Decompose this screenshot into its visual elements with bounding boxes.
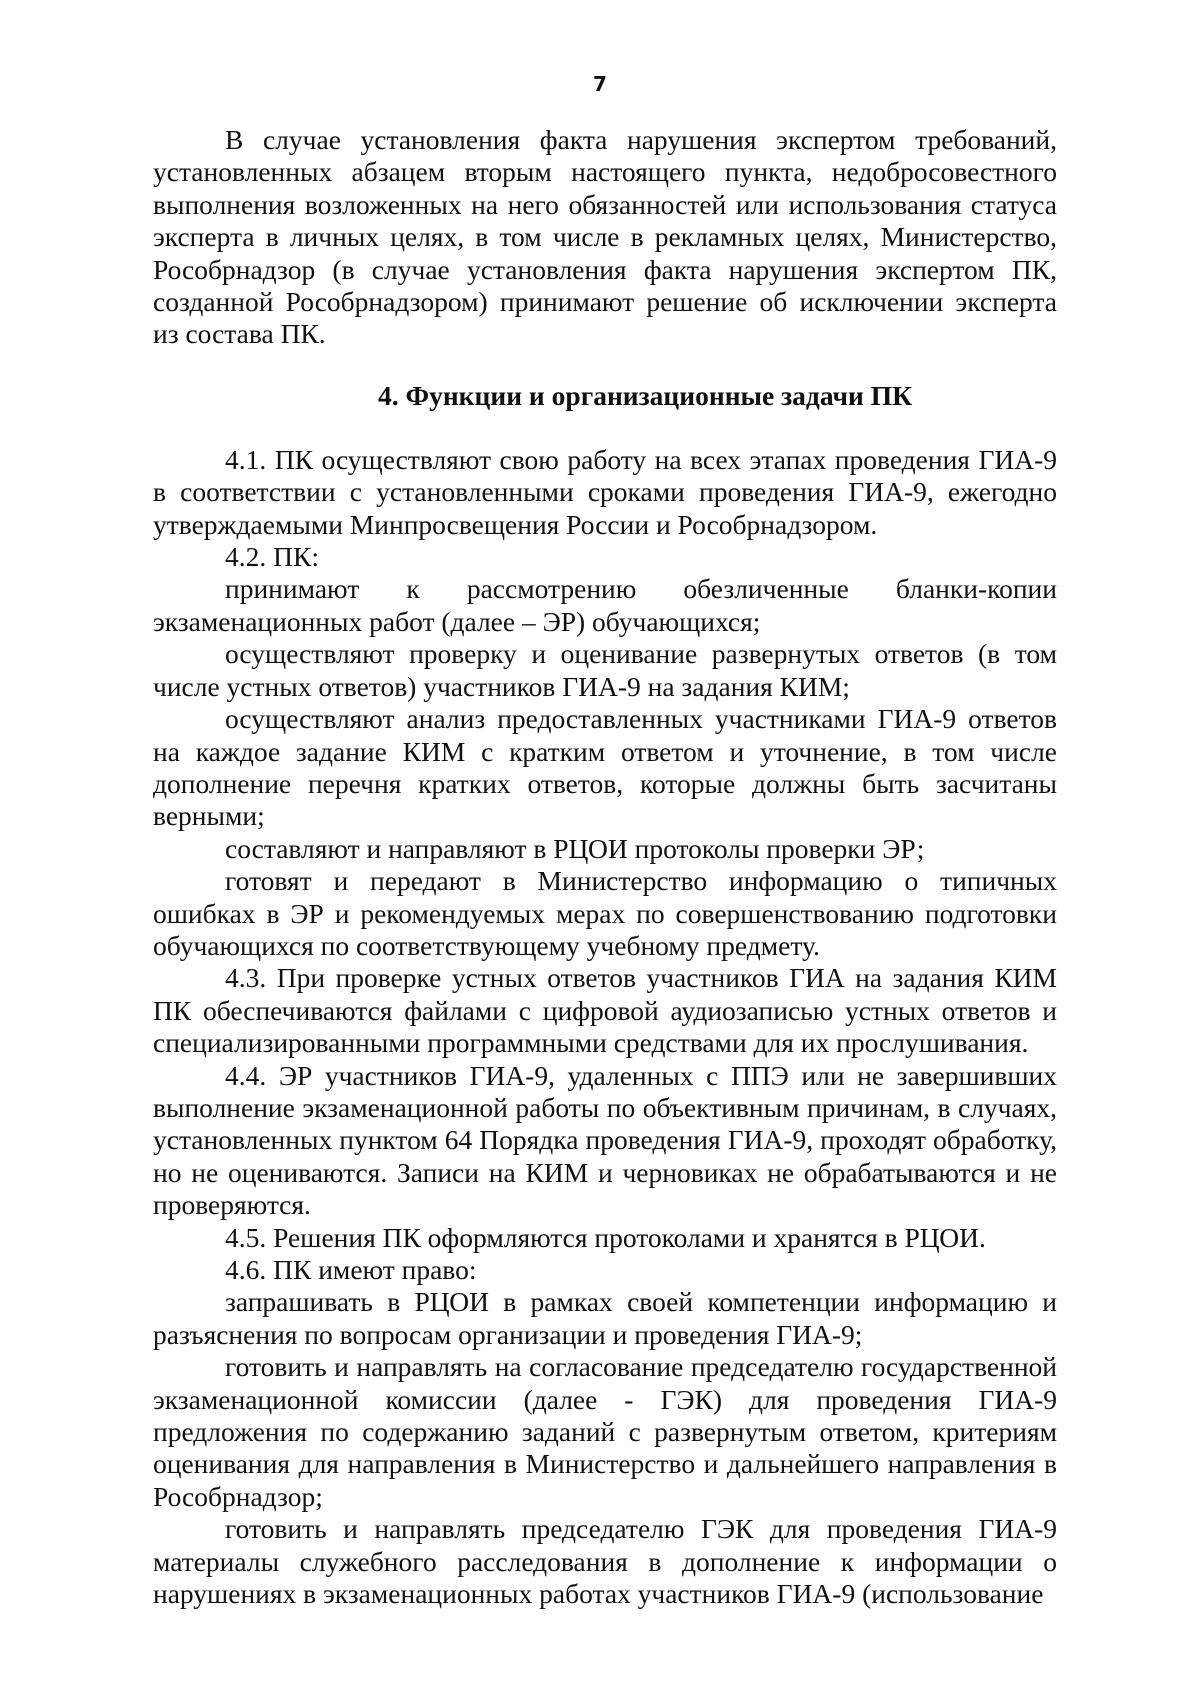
list-item: осуществляют проверку и оценивание развернутых ответов (в том числе устных ответов) участников ГИА-9 на задания КИМ; [153, 638, 1057, 702]
list-item: запрашивать в РЦОИ в рамках своей компетенции информацию и разъяснения по вопросам организации и проведения ГИА-9; [153, 1286, 1057, 1350]
paragraph-4-2: 4.2. ПК: [225, 541, 319, 573]
paragraph-4-3: 4.3. При проверке устных ответов участников ГИА на задания КИМ ПК обеспечиваются файлами с цифровой аудиозаписью устных ответов и специализированными программными средствами для их прослушивания. [153, 962, 1057, 1059]
paragraph-4-6: 4.6. ПК имеют право: [225, 1254, 477, 1285]
section-title: 4. Функции и организационные задачи ПК [377, 379, 913, 411]
paragraph-4-5: 4.5. Решения ПК оформляются протоколами и хранятся в РЦОИ. [225, 1221, 986, 1253]
list-item: принимают к рассмотрению обезличенные бланки-копии экзаменационных работ (далее – ЭР) обучающихся; [153, 573, 1057, 637]
list-item: готовят и передают в Министерство информацию о типичных ошибках в ЭР и рекомендуемых мерах по совершенствованию подготовки обучающихся по соответствующему учебному предмету. [153, 865, 1057, 961]
list-item: осуществляют анализ предоставленных участниками ГИА-9 ответов на каждое задание КИМ с кратким ответом и уточнение, в том числе дополнение перечня кратких ответов, которые должны быть засчитаны верными; [153, 703, 1057, 832]
document-body [153, 124, 1057, 1610]
intro-paragraph: В случае установления факта нарушения экспертом требований, установленных абзацем вторым настоящего пункта, недобросовестного выполнения возложенных на него обязанностей или использования статуса эксперта в личных целях, в том числе в рекламных целях, Министерство, Рособрнадзор (в случае установления факта нарушения экспертом ПК, созданной Рособрнадзором) принимают решение об исключении эксперта из состава ПК. [153, 124, 1057, 350]
paragraph-4-4: 4.4. ЭР участников ГИА-9, удаленных с ППЭ или не завершивших выполнение экзаменационной работы по объективным причинам, в случаях, установленных пунктом 64 Порядка проведения ГИА-9, проходят обработку, но не оцениваются. Записи на КИМ и черновиках не обрабатываются и не проверяются. [153, 1059, 1057, 1221]
list-item: готовить и направлять председателю ГЭК для проведения ГИА-9 материалы служебного расследования в дополнение к информации о нарушениях в экзаменационных работах участников ГИА-9 (использование [153, 1513, 1057, 1610]
list-item: готовить и направлять на согласование председателю государственной экзаменационной комиссии (далее - ГЭК) для проведения ГИА-9 предложения по содержанию заданий с развернутым ответом, критериям оценивания для направления в Министерство и дальнейшего направления в Рособрнадзор; [153, 1351, 1057, 1512]
page-number: 7 [593, 72, 607, 96]
paragraph-4-1: 4.1. ПК осуществляют свою работу на всех этапах проведения ГИА-9 в соответствии с установленными сроками проведения ГИА-9, ежегодно утверждаемыми Минпросвещения России и Рособрнадзором. [153, 443, 1057, 540]
list-item: составляют и направляют в РЦОИ протоколы проверки ЭР; [225, 832, 925, 864]
